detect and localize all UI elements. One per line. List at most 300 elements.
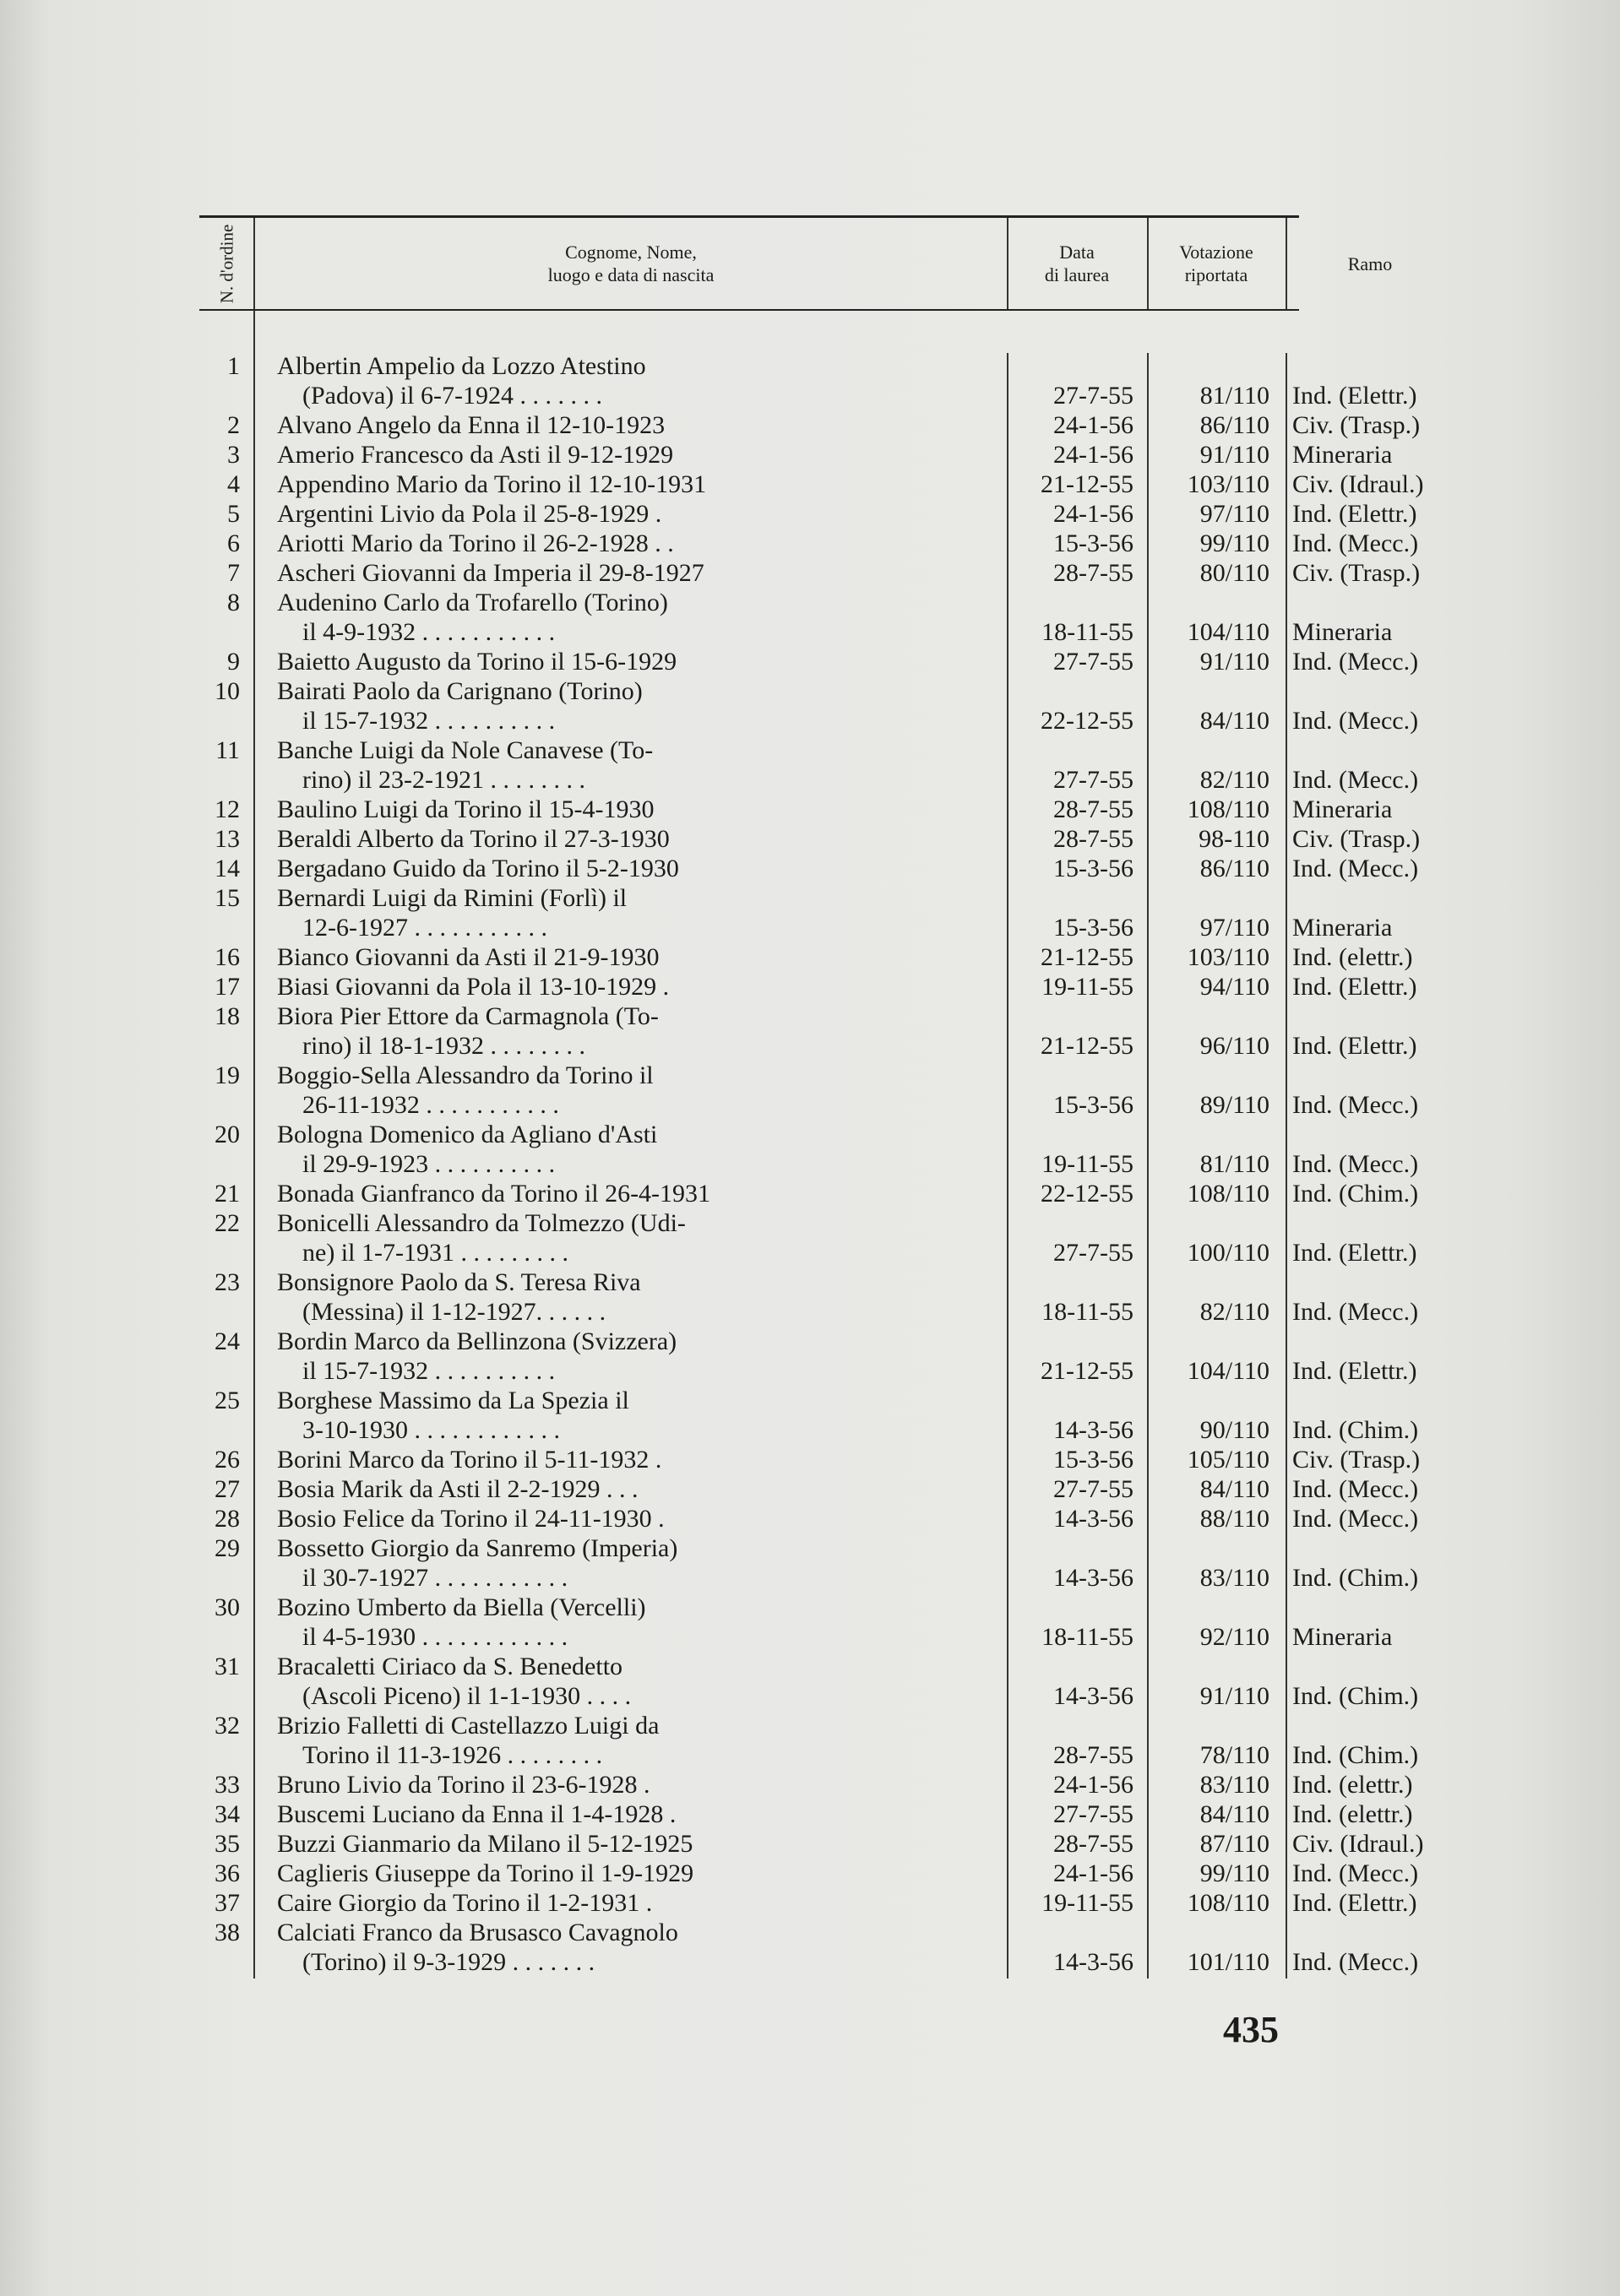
name-line: Beraldi Alberto da Torino il 27-3-1930 (277, 825, 670, 853)
row-name-birth (277, 1327, 818, 1386)
row-grade: 104/110 (1187, 1357, 1269, 1385)
row-number: 16 (215, 943, 240, 971)
name-line: Baulino Luigi da Torino il 15-4-1930 (277, 795, 655, 823)
row-graduation-date: 15-3-56 (1053, 855, 1133, 882)
row-grade: 88/110 (1199, 1505, 1269, 1533)
header-ramo (1286, 218, 1454, 309)
table-row (199, 1859, 1419, 1888)
row-number: 1 (227, 352, 240, 380)
row-number: 4 (227, 470, 240, 498)
row-grade: 108/110 (1187, 795, 1269, 823)
row-graduation-date: 27-7-55 (1053, 382, 1133, 410)
table-row (199, 1386, 1419, 1445)
name-line: Ascheri Giovanni da Imperia il 29-8-1927 (277, 559, 704, 587)
name-line: Bonsignore Paolo da S. Teresa Riva (277, 1268, 641, 1296)
table-row (199, 1267, 1419, 1327)
row-name-birth (277, 1120, 818, 1179)
row-branch: Ind. (Mecc.) (1292, 529, 1419, 557)
table-row (199, 1327, 1417, 1386)
table-row (199, 1474, 1419, 1504)
row-graduation-date: 14-3-56 (1053, 1682, 1133, 1710)
name-continuation-line: 26-11-1932 . . . . . . . . . . . (302, 1091, 559, 1119)
row-name-birth (277, 499, 818, 529)
table-row (199, 1711, 1419, 1770)
row-graduation-date: 27-7-55 (1053, 648, 1133, 676)
row-graduation-date: 19-11-55 (1041, 973, 1133, 1001)
row-branch: Ind. (Elettr.) (1292, 1032, 1417, 1060)
row-graduation-date: 24-1-56 (1053, 441, 1133, 469)
row-branch: Ind. (Mecc.) (1292, 648, 1419, 676)
name-line: Bairati Paolo da Carignano (Torino) (277, 677, 643, 705)
row-graduation-date: 18-11-55 (1041, 1298, 1133, 1326)
header-vote-line2: riportata (1184, 264, 1248, 285)
table-row (199, 1120, 1419, 1179)
row-graduation-date: 28-7-55 (1053, 559, 1133, 587)
row-grade: 84/110 (1199, 1475, 1269, 1503)
table-row (199, 1652, 1419, 1711)
row-name-birth (277, 1504, 818, 1533)
row-name-birth (277, 1711, 818, 1770)
row-number: 18 (215, 1002, 240, 1030)
row-name-birth (277, 1533, 818, 1593)
name-line: Buscemi Luciano da Enna il 1-4-1928 . (277, 1800, 677, 1828)
name-line: Audenino Carlo da Trofarello (Torino) (277, 589, 668, 616)
header-date-line2: di laurea (1044, 264, 1110, 285)
name-line: Bosia Marik da Asti il 2-2-1929 . . . (277, 1475, 639, 1503)
row-number: 12 (215, 795, 240, 823)
row-grade: 108/110 (1187, 1889, 1269, 1917)
row-branch: Ind. (elettr.) (1292, 943, 1413, 971)
row-number: 32 (215, 1712, 240, 1740)
row-branch: Ind. (Elettr.) (1292, 1357, 1417, 1385)
table-header (199, 215, 1393, 311)
row-grade: 92/110 (1199, 1623, 1269, 1651)
row-graduation-date: 28-7-55 (1053, 795, 1133, 823)
row-grade: 91/110 (1199, 441, 1269, 469)
row-number: 13 (215, 825, 240, 853)
header-date (1007, 218, 1147, 309)
name-line: Bonada Gianfranco da Torino il 26-4-1931 (277, 1180, 711, 1208)
name-line: Ariotti Mario da Torino il 26-2-1928 . . (277, 529, 674, 557)
row-number: 2 (227, 411, 240, 439)
row-name-birth (277, 1859, 818, 1888)
row-grade: 86/110 (1199, 411, 1269, 439)
header-vote-line1: Votazione (1179, 242, 1253, 263)
row-branch: Mineraria (1292, 795, 1393, 823)
name-continuation-line: 3-10-1930 . . . . . . . . . . . . (302, 1416, 560, 1444)
row-name-birth (277, 351, 818, 410)
column-divider (1147, 218, 1149, 309)
row-branch: Ind. (Chim.) (1292, 1682, 1419, 1710)
row-name-birth (277, 410, 818, 440)
header-vote (1147, 218, 1286, 309)
name-continuation-line: Torino il 11-3-1926 . . . . . . . . (302, 1741, 603, 1769)
table-row (199, 1533, 1419, 1593)
row-grade: 108/110 (1187, 1180, 1269, 1208)
name-continuation-line: (Torino) il 9-3-1929 . . . . . . . (302, 1948, 595, 1976)
row-name-birth (277, 647, 818, 676)
row-number: 37 (215, 1889, 240, 1917)
row-name-birth (277, 1918, 818, 1977)
row-grade: 83/110 (1199, 1564, 1269, 1592)
row-number: 30 (215, 1593, 240, 1621)
name-line: Bonicelli Alessandro da Tolmezzo (Udi- (277, 1209, 686, 1237)
header-name-line2: luogo e data di nascita (547, 264, 715, 285)
name-line: Bordin Marco da Bellinzona (Svizzera) (277, 1327, 677, 1355)
row-number: 15 (215, 884, 240, 912)
name-continuation-line: (Padova) il 6-7-1924 . . . . . . . (302, 382, 602, 410)
table-row (199, 1593, 1393, 1652)
row-number: 25 (215, 1387, 240, 1414)
row-graduation-date: 21-12-55 (1041, 470, 1133, 498)
row-graduation-date: 14-3-56 (1053, 1416, 1133, 1444)
row-name-birth (277, 558, 818, 588)
table-row (199, 647, 1419, 676)
table-row (199, 676, 1419, 735)
row-grade: 83/110 (1199, 1771, 1269, 1799)
table-row (199, 529, 1419, 558)
name-continuation-line: rino) il 23-2-1921 . . . . . . . . (302, 766, 585, 794)
page-number: 435 (1223, 2009, 1279, 2050)
name-line: Alvano Angelo da Enna il 12-10-1923 (277, 411, 666, 439)
name-line: Calciati Franco da Brusasco Cavagnolo (277, 1919, 678, 1946)
row-grade: 103/110 (1187, 943, 1269, 971)
row-name-birth (277, 1445, 818, 1474)
row-grade: 104/110 (1187, 618, 1269, 646)
name-continuation-line: 12-6-1927 . . . . . . . . . . . (302, 914, 547, 942)
name-line: Bosio Felice da Torino il 24-11-1930 . (277, 1505, 665, 1533)
name-line: Bologna Domenico da Agliano d'Asti (277, 1121, 658, 1148)
name-line: Bianco Giovanni da Asti il 21-9-1930 (277, 943, 660, 971)
row-number: 35 (215, 1830, 240, 1858)
row-number: 34 (215, 1800, 240, 1828)
table-row (199, 854, 1419, 883)
row-name-birth (277, 1593, 818, 1652)
row-branch: Ind. (Mecc.) (1292, 766, 1419, 794)
table-row (199, 1918, 1419, 1977)
row-branch: Ind. (Chim.) (1292, 1741, 1419, 1769)
row-number: 21 (215, 1180, 240, 1208)
table-row (199, 1799, 1413, 1829)
row-branch: Civ. (Idraul.) (1292, 1830, 1424, 1858)
row-branch: Ind. (Elettr.) (1292, 500, 1417, 528)
name-line: Borini Marco da Torino il 5-11-1932 . (277, 1446, 662, 1474)
name-continuation-line: il 29-9-1923 . . . . . . . . . . (302, 1150, 556, 1178)
row-graduation-date: 28-7-55 (1053, 825, 1133, 853)
table-row (199, 1061, 1419, 1120)
row-branch: Civ. (Trasp.) (1292, 825, 1421, 853)
table-row (199, 351, 1417, 410)
row-grade: 80/110 (1199, 559, 1269, 587)
row-branch: Civ. (Trasp.) (1292, 411, 1421, 439)
name-continuation-line: il 15-7-1932 . . . . . . . . . . (302, 707, 556, 735)
name-line: Bergadano Guido da Torino il 5-2-1930 (277, 855, 679, 882)
name-line: Biora Pier Ettore da Carmagnola (To- (277, 1002, 659, 1030)
row-name-birth (277, 1829, 818, 1859)
row-branch: Ind. (Mecc.) (1292, 1948, 1419, 1976)
row-name-birth (277, 1001, 818, 1061)
row-name-birth (277, 1474, 818, 1504)
row-number: 10 (215, 677, 240, 705)
row-grade: 82/110 (1199, 766, 1269, 794)
row-name-birth (277, 676, 818, 735)
row-grade: 90/110 (1199, 1416, 1269, 1444)
row-branch: Ind. (Mecc.) (1292, 1091, 1419, 1119)
name-line: Albertin Ampelio da Lozzo Atestino (277, 352, 646, 380)
row-branch: Ind. (Elettr.) (1292, 1889, 1417, 1917)
row-grade: 97/110 (1199, 914, 1269, 942)
row-grade: 84/110 (1199, 1800, 1269, 1828)
row-grade: 86/110 (1199, 855, 1269, 882)
row-branch: Ind. (Mecc.) (1292, 1505, 1419, 1533)
row-branch: Ind. (Mecc.) (1292, 1150, 1419, 1178)
name-line: Amerio Francesco da Asti il 9-12-1929 (277, 441, 674, 469)
row-graduation-date: 15-3-56 (1053, 1446, 1133, 1474)
name-line: Appendino Mario da Torino il 12-10-1931 (277, 470, 707, 498)
name-continuation-line: (Ascoli Piceno) il 1-1-1930 . . . . (302, 1682, 632, 1710)
name-line: Argentini Livio da Pola il 25-8-1929 . (277, 500, 662, 528)
row-graduation-date: 14-3-56 (1053, 1505, 1133, 1533)
table-row (199, 410, 1421, 440)
header-number (199, 218, 255, 309)
name-line: Boggio-Sella Alessandro da Torino il (277, 1061, 654, 1089)
row-number: 3 (227, 441, 240, 469)
row-grade: 100/110 (1187, 1239, 1269, 1267)
row-graduation-date: 21-12-55 (1041, 943, 1133, 971)
row-name-birth (277, 735, 818, 795)
row-branch: Ind. (Mecc.) (1292, 1298, 1419, 1326)
row-name-birth (277, 1386, 818, 1445)
row-number: 29 (215, 1534, 240, 1562)
row-name-birth (277, 854, 818, 883)
name-continuation-line: il 30-7-1927 . . . . . . . . . . . (302, 1564, 568, 1592)
table-row (199, 1770, 1413, 1799)
row-name-birth (277, 795, 818, 824)
name-line: Biasi Giovanni da Pola il 13-10-1929 . (277, 973, 670, 1001)
header-ramo-label: Ramo (1347, 252, 1393, 274)
row-name-birth (277, 1061, 818, 1120)
row-number: 38 (215, 1919, 240, 1946)
row-graduation-date: 15-3-56 (1053, 1091, 1133, 1119)
row-branch: Mineraria (1292, 618, 1393, 646)
row-branch: Ind. (Elettr.) (1292, 382, 1417, 410)
row-graduation-date: 14-3-56 (1053, 1948, 1133, 1976)
row-number: 33 (215, 1771, 240, 1799)
table-row (199, 1208, 1417, 1267)
row-grade: 91/110 (1199, 648, 1269, 676)
row-graduation-date: 18-11-55 (1041, 1623, 1133, 1651)
row-grade: 101/110 (1187, 1948, 1269, 1976)
row-name-birth (277, 440, 818, 470)
row-grade: 78/110 (1199, 1741, 1269, 1769)
table-row (199, 735, 1419, 795)
row-grade: 96/110 (1199, 1032, 1269, 1060)
row-branch: Civ. (Trasp.) (1292, 559, 1421, 587)
row-graduation-date: 22-12-55 (1041, 1180, 1133, 1208)
row-grade: 98-110 (1199, 825, 1269, 853)
row-grade: 81/110 (1199, 1150, 1269, 1178)
row-grade: 82/110 (1199, 1298, 1269, 1326)
row-branch: Ind. (Mecc.) (1292, 707, 1419, 735)
header-name (255, 218, 1007, 309)
name-continuation-line: il 4-5-1930 . . . . . . . . . . . . (302, 1623, 568, 1651)
row-name-birth (277, 470, 818, 499)
row-graduation-date: 24-1-56 (1053, 500, 1133, 528)
row-number: 9 (227, 648, 240, 676)
row-graduation-date: 15-3-56 (1053, 914, 1133, 942)
header-name-line1: Cognome, Nome, (565, 242, 697, 263)
row-branch: Ind. (elettr.) (1292, 1800, 1413, 1828)
row-name-birth (277, 1652, 818, 1711)
row-grade: 87/110 (1199, 1830, 1269, 1858)
row-grade: 97/110 (1199, 500, 1269, 528)
row-graduation-date: 21-12-55 (1041, 1032, 1133, 1060)
row-graduation-date: 27-7-55 (1053, 1475, 1133, 1503)
row-branch: Ind. (Chim.) (1292, 1416, 1419, 1444)
row-graduation-date: 27-7-55 (1053, 1239, 1133, 1267)
name-continuation-line: il 4-9-1932 . . . . . . . . . . . (302, 618, 556, 646)
row-branch: Ind. (Mecc.) (1292, 855, 1419, 882)
table-row (199, 1504, 1419, 1533)
table-row (199, 499, 1417, 529)
row-number: 36 (215, 1859, 240, 1887)
table-row (199, 470, 1424, 499)
table-row (199, 1179, 1419, 1208)
row-name-birth (277, 972, 818, 1001)
table-row (199, 824, 1421, 854)
row-number: 26 (215, 1446, 240, 1474)
row-graduation-date: 24-1-56 (1053, 1771, 1133, 1799)
row-graduation-date: 24-1-56 (1053, 1859, 1133, 1887)
row-branch: Ind. (Mecc.) (1292, 1859, 1419, 1887)
column-divider (1007, 218, 1008, 309)
row-name-birth (277, 1208, 818, 1267)
name-continuation-line: rino) il 18-1-1932 . . . . . . . . (302, 1032, 585, 1060)
name-line: Bernardi Luigi da Rimini (Forlì) il (277, 884, 628, 912)
table-row (199, 1445, 1421, 1474)
row-number: 24 (215, 1327, 240, 1355)
row-graduation-date: 14-3-56 (1053, 1564, 1133, 1592)
row-name-birth (277, 1179, 818, 1208)
name-line: Caire Giorgio da Torino il 1-2-1931 . (277, 1889, 653, 1917)
header-date-line1: Data (1059, 242, 1095, 263)
row-grade: 81/110 (1199, 382, 1269, 410)
table-row (199, 558, 1421, 588)
row-number: 8 (227, 589, 240, 616)
table-row (199, 440, 1393, 470)
row-name-birth (277, 1267, 818, 1327)
row-number: 14 (215, 855, 240, 882)
row-graduation-date: 28-7-55 (1053, 1830, 1133, 1858)
row-name-birth (277, 1770, 818, 1799)
name-continuation-line: ne) il 1-7-1931 . . . . . . . . . (302, 1239, 568, 1267)
row-grade: 99/110 (1199, 1859, 1269, 1887)
row-grade: 105/110 (1187, 1446, 1269, 1474)
row-branch: Ind. (Chim.) (1292, 1564, 1419, 1592)
row-number: 6 (227, 529, 240, 557)
name-line: Bozino Umberto da Biella (Vercelli) (277, 1593, 646, 1621)
column-divider (253, 218, 255, 309)
column-divider (1286, 218, 1287, 309)
name-line: Banche Luigi da Nole Canavese (To- (277, 736, 654, 764)
row-branch: Civ. (Idraul.) (1292, 470, 1424, 498)
name-line: Bruno Livio da Torino il 23-6-1928 . (277, 1771, 650, 1799)
row-name-birth (277, 824, 818, 854)
name-line: Borghese Massimo da La Spezia il (277, 1387, 629, 1414)
name-line: Brizio Falletti di Castellazzo Luigi da (277, 1712, 660, 1740)
table-row (199, 972, 1417, 1001)
row-number: 23 (215, 1268, 240, 1296)
row-grade: 103/110 (1187, 470, 1269, 498)
row-number: 11 (215, 736, 240, 764)
name-line: Bracaletti Ciriaco da S. Benedetto (277, 1653, 623, 1680)
header-number-label: N. d'ordine (216, 224, 237, 303)
table-row (199, 942, 1413, 972)
row-number: 5 (227, 500, 240, 528)
row-branch: Ind. (Elettr.) (1292, 1239, 1417, 1267)
table-row (199, 1829, 1424, 1859)
row-number: 22 (215, 1209, 240, 1237)
row-number: 27 (215, 1475, 240, 1503)
row-number: 7 (227, 559, 240, 587)
row-branch: Ind. (Elettr.) (1292, 973, 1417, 1001)
row-graduation-date: 27-7-55 (1053, 766, 1133, 794)
name-line: Buzzi Gianmario da Milano il 5-12-1925 (277, 1830, 693, 1858)
table-row (199, 883, 1393, 942)
table-row (199, 588, 1393, 647)
row-number: 28 (215, 1505, 240, 1533)
name-line: Bossetto Giorgio da Sanremo (Imperia) (277, 1534, 678, 1562)
row-graduation-date: 15-3-56 (1053, 529, 1133, 557)
row-name-birth (277, 529, 818, 558)
row-number: 17 (215, 973, 240, 1001)
graduates-table (199, 215, 1424, 1978)
row-branch: Ind. (Mecc.) (1292, 1475, 1419, 1503)
row-graduation-date: 19-11-55 (1041, 1889, 1133, 1917)
row-graduation-date: 19-11-55 (1041, 1150, 1133, 1178)
name-line: Caglieris Giuseppe da Torino il 1-9-1929 (277, 1859, 694, 1887)
row-graduation-date: 21-12-55 (1041, 1357, 1133, 1385)
row-name-birth (277, 942, 818, 972)
row-branch: Ind. (elettr.) (1292, 1771, 1413, 1799)
row-graduation-date: 27-7-55 (1053, 1800, 1133, 1828)
row-name-birth (277, 883, 818, 942)
row-branch: Civ. (Trasp.) (1292, 1446, 1421, 1474)
table-row (199, 1888, 1417, 1918)
row-name-birth (277, 1799, 818, 1829)
row-branch: Mineraria (1292, 1623, 1393, 1651)
row-graduation-date: 22-12-55 (1041, 707, 1133, 735)
row-name-birth (277, 588, 818, 647)
row-grade: 99/110 (1199, 529, 1269, 557)
name-continuation-line: (Messina) il 1-12-1927. . . . . . (302, 1298, 606, 1326)
row-grade: 84/110 (1199, 707, 1269, 735)
row-branch: Ind. (Chim.) (1292, 1180, 1419, 1208)
row-graduation-date: 18-11-55 (1041, 618, 1133, 646)
name-continuation-line: il 15-7-1932 . . . . . . . . . . (302, 1357, 556, 1385)
row-graduation-date: 28-7-55 (1053, 1741, 1133, 1769)
row-name-birth (277, 1888, 818, 1918)
name-line: Baietto Augusto da Torino il 15-6-1929 (277, 648, 677, 676)
row-grade: 91/110 (1199, 1682, 1269, 1710)
row-grade: 89/110 (1199, 1091, 1269, 1119)
row-number: 31 (215, 1653, 240, 1680)
row-grade: 94/110 (1199, 973, 1269, 1001)
row-graduation-date: 24-1-56 (1053, 411, 1133, 439)
table-row (199, 795, 1393, 824)
row-branch: Mineraria (1292, 914, 1393, 942)
row-branch: Mineraria (1292, 441, 1393, 469)
